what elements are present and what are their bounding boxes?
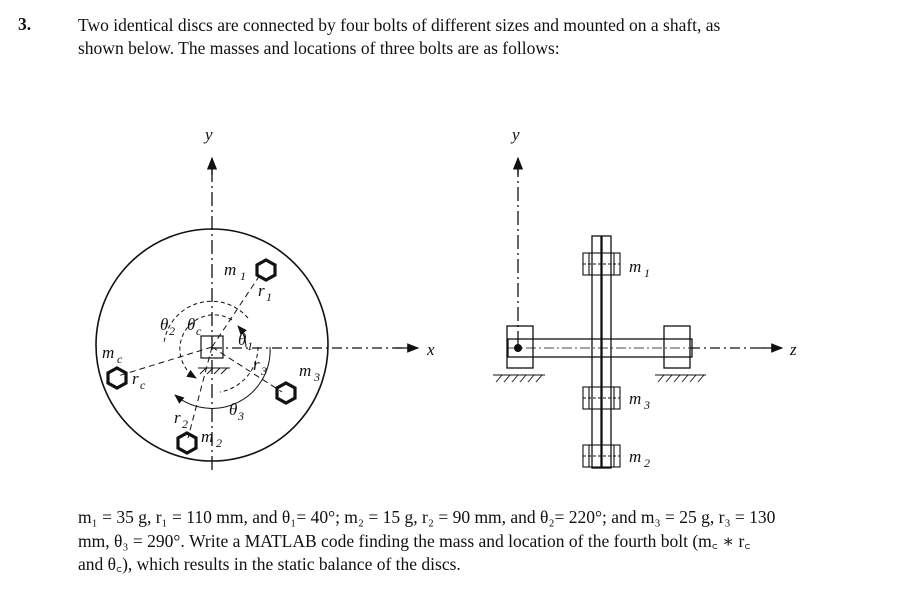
end-view-diagram — [96, 158, 418, 470]
end-view-labels — [102, 125, 435, 450]
disc-2-side — [602, 236, 611, 468]
label-r1: r — [258, 281, 265, 300]
side-view-diagram — [493, 158, 782, 468]
label-z: z — [790, 340, 797, 359]
label-theta2: θ — [160, 315, 169, 334]
bolt-m1-icon — [257, 260, 275, 280]
side-label-m2: m — [629, 447, 642, 466]
label-y-left: y — [205, 125, 213, 144]
side-label-m3: m — [629, 389, 642, 408]
svg-text:3: 3 — [644, 398, 650, 412]
label-m2: m — [201, 427, 214, 446]
svg-text:2: 2 — [644, 456, 650, 470]
label-m1: m — [224, 260, 237, 279]
svg-text:2: 2 — [182, 417, 188, 431]
label-thetac: θ — [187, 315, 196, 334]
r1-line — [212, 272, 262, 347]
label-theta3: θ — [229, 400, 238, 419]
label-theta1: θ — [238, 330, 247, 349]
question-number: 3. — [18, 14, 32, 34]
r3-line — [212, 347, 282, 392]
bolt-m3-icon — [277, 383, 295, 403]
disc-1-side — [592, 236, 601, 468]
question-line-2: shown below. The masses and locations of three bolts are as follows: — [78, 38, 560, 58]
bearing-right — [664, 326, 690, 368]
svg-text:c: c — [140, 378, 146, 392]
side-label-m1: m — [629, 257, 642, 276]
label-r2: r — [174, 408, 181, 427]
label-y-right: y — [512, 125, 520, 144]
svg-text:2: 2 — [216, 436, 222, 450]
svg-text:3: 3 — [261, 364, 267, 378]
svg-text:3: 3 — [314, 370, 320, 384]
given-values-paragraph — [78, 506, 898, 577]
label-r3: r — [253, 355, 260, 374]
r2-line — [188, 347, 212, 438]
svg-text:2: 2 — [169, 324, 175, 338]
question-line-1: Two identical discs are connected by four bolts of different sizes and mounted on a shaft, as — [78, 15, 721, 35]
label-x: x — [427, 340, 435, 359]
svg-text:c: c — [196, 324, 202, 338]
svg-text:1: 1 — [266, 290, 272, 304]
given-line-3: and θ꜀), which results in the static balance of the discs. — [78, 554, 461, 574]
svg-text:1: 1 — [247, 339, 253, 353]
given-line-2: mm, θ₃ = 290°. Write a MATLAB code finding the mass and location of the fourth bolt (m꜀ ∗ r꜀ — [78, 530, 751, 551]
svg-text:3: 3 — [238, 409, 244, 423]
given-line-1: m₁ = 35 g, r₁ = 110 mm, and θ₁= 40°; m₂ = 15 g, r₂ = 90 mm, and θ₂= 220°; and m₃ = 25 g, r₃ = 130 — [78, 507, 776, 527]
label-rc: r — [132, 369, 139, 388]
bolt-mc-icon — [108, 368, 126, 388]
svg-text:1: 1 — [644, 266, 650, 280]
label-m3: m — [299, 361, 312, 380]
side-view-labels — [510, 125, 797, 470]
svg-text:c: c — [117, 352, 123, 366]
bolt-m2-icon — [178, 433, 196, 453]
svg-text:1: 1 — [240, 269, 246, 283]
thetac-arc — [164, 301, 248, 343]
label-mc: m — [102, 343, 115, 362]
